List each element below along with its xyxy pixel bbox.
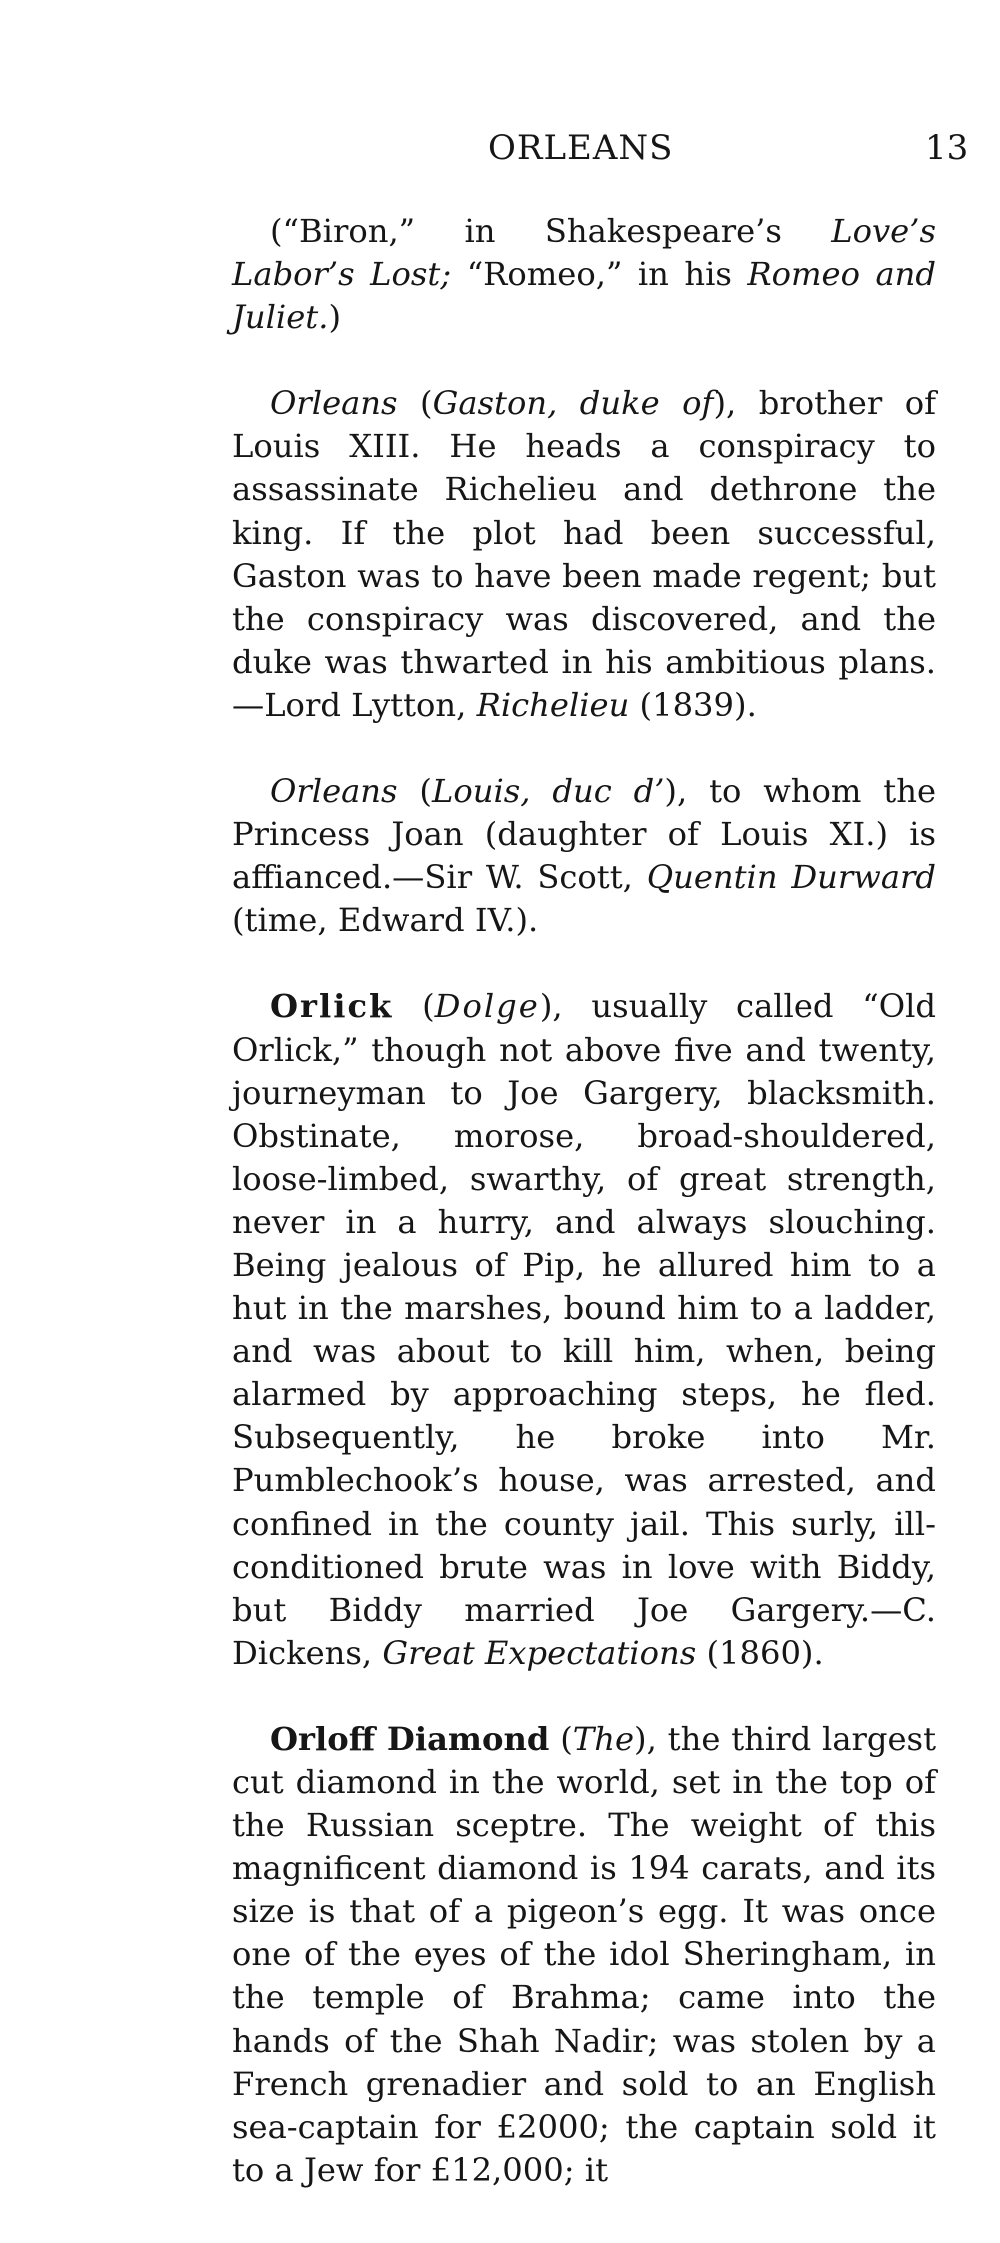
- headword: Orloff Diamond: [270, 1719, 550, 1758]
- entry-orleans-louis: Orleans (Louis, duc d’), to whom the Princess Joan (daughter of Louis XI.) is affianced.—Sir W. Scott, Quentin Durward (time, Edward IV.).: [232, 772, 936, 940]
- entry-orleans-gaston: Orleans (Gaston, duke of), brother of Louis XIII. He heads a conspiracy to assassinate Richelieu and dethrone the king. If the plot had been successful, Gaston was to have been made regent; but the conspiracy was discovered, and the duke was thwarted in his ambitious plans.—Lord Lytton, Richelieu (1839).: [232, 384, 936, 724]
- headword: Orleans: [270, 384, 398, 423]
- entry-orloff-diamond: Orloff Diamond (The), the third largest cut diamond in the world, set in the top of the Russian sceptre. The weight of this magnificent diamond is 194 carats, and its size is that of a pigeon’s egg. It was once one of the eyes of the idol Sheringham, in the temple of Brahma; came into the hands of the Shah Nadir; was stolen by a French grenadier and sold to an English sea-captain for £2000; the captain sold it to a Jew for £12,000; it: [232, 1719, 937, 2189]
- page-number: 13: [925, 128, 969, 168]
- page-header: [232, 128, 1000, 176]
- entry-biron-romeo-continuation: (“Biron,” in Shakespeare’s Love’s Labor’s Lost; “Romeo,” in his Romeo and Juliet.): [232, 212, 936, 337]
- dictionary-text: [232, 210, 936, 2235]
- headword: Orlick: [270, 987, 394, 1026]
- running-head: ORLEANS: [488, 128, 674, 168]
- headword: Orleans: [270, 772, 398, 811]
- entry-orlick: Orlick (Dolge), usually called “Old Orlick,” though not above five and twenty, journeyman to Joe Gargery, blacksmith. Obstinate, morose, broad-shouldered, loose-limbed, swarthy, of great strength, never in a hurry, and always slouching. Being jealous of Pip, he allured him to a hut in the marshes, bound him to a ladder, and was about to kill him, when, being alarmed by approaching steps, he fled. Subsequently, he broke into Mr. Pumblechook’s house, was arrested, and confined in the county jail. This surly, ill-conditioned brute was in love with Biddy, but Biddy married Joe Gargery.—C. Dickens, Great Expectations (1860).: [232, 987, 936, 1672]
